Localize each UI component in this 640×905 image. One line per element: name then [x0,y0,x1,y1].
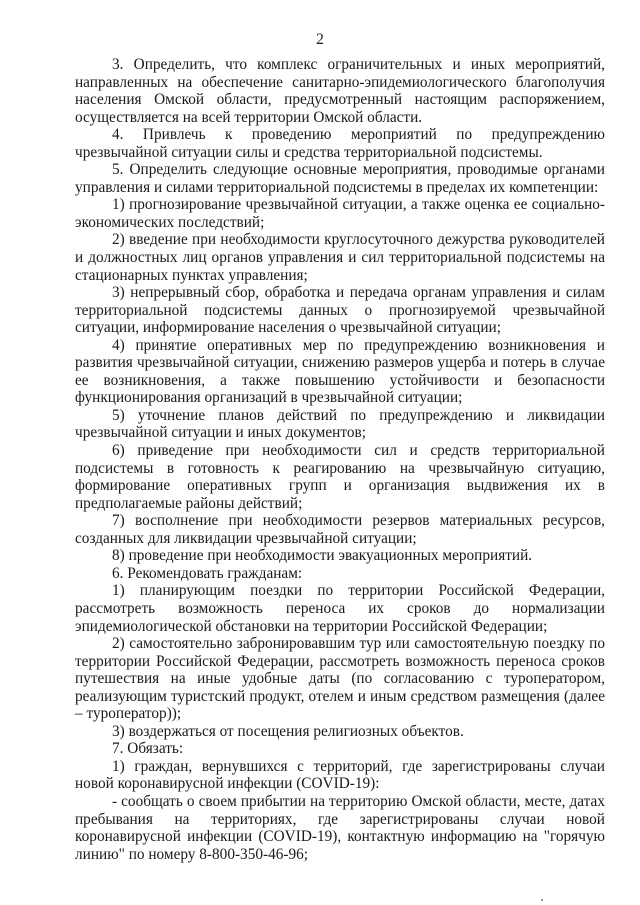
list-item-5-1: 1) прогнозирование чрезвычайной ситуации, а также оценка ее социально-экономических последствий; [75,196,605,231]
paragraph-4-engage-forces: 4. Привлечь к проведению мероприятий по предупреждению чрезвычайной ситуации силы и средства территориальной подсистемы. [75,126,605,161]
list-item-5-5: 5) уточнение планов действий по предупреждению и ликвидации чрезвычайной ситуации и иных документов; [75,406,605,442]
list-item-5-8: 8) проведение при необходимости эвакуационных мероприятий. [112,547,533,565]
scan-artifact-dot [541,899,543,901]
list-item-5-7: 7) восполнение при необходимости резервов материальных ресурсов, созданных для ликвидации чрезвычайной ситуации; [75,512,605,547]
paragraph-5-main-measures: 5. Определить следующие основные мероприятия, проводимые органами управления и силами территориальной подсистемы в пределах их компетенции: [75,161,605,196]
paragraph-3-scope: 3. Определить, что комплекс ограничительных и иных мероприятий, направленных на обеспечение санитарно-эпидемиологического благополучия населения Омской области, предусмотренный настоящим распоряжением, осуществляется на всей территории Омской области. [75,56,605,126]
paragraph-7-oblige: 7. Обязать: [112,740,184,758]
list-item-6-3: 3) воздержаться от посещения религиозных объектов. [112,722,464,740]
list-item-5-2: 2) введение при необходимости круглосуточного дежурства руководителей и должностных лиц органов управления и сил территориальной подсистемы на стационарных пунктах управления; [75,231,605,284]
paragraph-6-recommend: 6. Рекомендовать гражданам: [112,564,303,582]
page-number: 2 [316,31,324,48]
list-item-7-1: 1) граждан, вернувшихся с территорий, где зарегистрированы случаи новой коронавирусной инфекции (COVID-19): [75,757,605,793]
list-item-7-1-dash: - сообщать о своем прибытии на территорию Омской области, месте, датах пребывания на территориях, где зарегистрированы случаи новой коронавирусной инфекции (COVID-19), контактную информацию на "горячую линию" по номеру 8-800-350-46-96; [75,792,605,863]
list-item-6-1: 1) планирующим поездки по территории Российской Федерации, рассмотреть возможность переноса их сроков до нормализации эпидемиологической обстановки на территории Российской Федерации; [75,582,605,635]
list-item-5-3: 3) непрерывный сбор, обработка и передача органам управления и силам территориальной подсистемы данных о прогнозируемой чрезвычайной ситуации, информирование населения о чрезвычайной ситуации; [75,284,605,337]
list-item-5-4: 4) принятие оперативных мер по предупреждению возникновения и развития чрезвычайной ситуации, снижению размеров ущерба и потерь в случае ее возникновения, а также повышению устойчивости и безопасности функционирования организаций в чрезвычайной ситуации; [75,336,605,407]
list-item-5-6: 6) приведение при необходимости сил и средств территориальной подсистемы в готовность к реагированию на чрезвычайную ситуацию, формирование оперативных групп и организация выдвижения их в предполагаемые районы действий; [75,442,605,512]
list-item-6-2: 2) самостоятельно забронировавшим тур или самостоятельную поездку по территории Российской Федерации, рассмотреть возможность переноса сроков путешествия на иные удобные даты (по согласованию с туроператором, реализующим туристский продукт, отелем и иным средством размещения (далее – туроператор)); [75,635,605,723]
document-body [75,56,605,863]
